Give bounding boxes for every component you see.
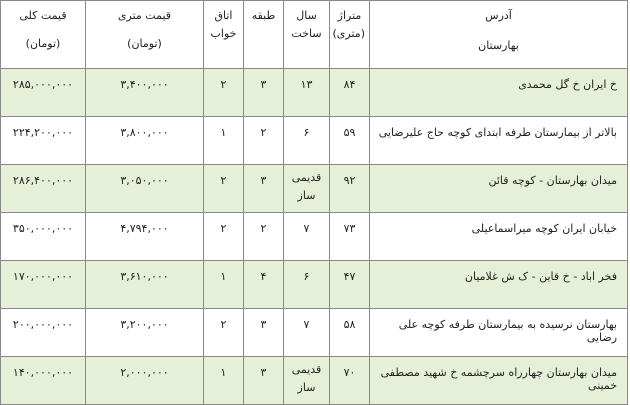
header-address-label: آدرس — [485, 9, 512, 22]
cell-area: ۵۸ — [330, 309, 370, 357]
cell-area: ۷۰ — [330, 357, 370, 405]
cell-rooms: ۲ — [204, 213, 244, 261]
cell-area: ۴۷ — [330, 261, 370, 309]
cell-year: قدیمی ساز — [284, 165, 330, 213]
header-rooms-sub: خواب — [210, 27, 237, 40]
header-rooms-label: اتاق — [214, 9, 233, 22]
table-row — [1, 261, 628, 309]
cell-floor: ۲ — [244, 213, 284, 261]
cell-total-price: ۳۵۰,۰۰۰,۰۰۰ — [1, 213, 86, 261]
cell-rooms: ۲ — [204, 69, 244, 117]
cell-year: ۷ — [284, 309, 330, 357]
header-total-price — [1, 1, 86, 69]
cell-unit-price: ۳,۰۵۰,۰۰۰ — [86, 165, 204, 213]
header-total-price-label: قیمت کلی — [19, 9, 67, 22]
cell-address: میدان بهارستان چهارراه سرچشمه خ شهید مصطفی خمینی — [370, 357, 628, 405]
cell-area: ۵۹ — [330, 117, 370, 165]
cell-total-price: ۱۷۰,۰۰۰,۰۰۰ — [1, 261, 86, 309]
cell-area: ۷۳ — [330, 213, 370, 261]
table-row — [1, 309, 628, 357]
cell-rooms: ۱ — [204, 261, 244, 309]
header-address — [370, 1, 628, 69]
header-area-sub: (متری) — [332, 27, 365, 40]
cell-rooms: ۱ — [204, 117, 244, 165]
cell-year: ۶ — [284, 261, 330, 309]
cell-floor: ۳ — [244, 165, 284, 213]
header-address-sub: بهارستان — [478, 39, 519, 52]
cell-address: خ ایران خ گل محمدی — [370, 69, 628, 117]
header-unit-price-sub: (تومان) — [127, 37, 162, 50]
cell-year: ۶ — [284, 117, 330, 165]
cell-address: خیابان ایران کوچه میراسماعیلی — [370, 213, 628, 261]
header-year — [284, 1, 330, 69]
header-unit-price — [86, 1, 204, 69]
cell-address: فخر اباد - خ قاین - ک ش غلامیان — [370, 261, 628, 309]
cell-unit-price: ۳,۶۱۰,۰۰۰ — [86, 261, 204, 309]
cell-year: قدیمی ساز — [284, 357, 330, 405]
cell-floor: ۳ — [244, 309, 284, 357]
cell-total-price: ۲۸۶,۴۰۰,۰۰۰ — [1, 165, 86, 213]
cell-unit-price: ۳,۲۰۰,۰۰۰ — [86, 309, 204, 357]
cell-address: بالاتر از بیمارستان طرفه ابتدای کوچه حاج علیرضایی — [370, 117, 628, 165]
header-floor — [244, 1, 284, 69]
cell-year: ۱۳ — [284, 69, 330, 117]
cell-year: ۷ — [284, 213, 330, 261]
cell-floor: ۲ — [244, 117, 284, 165]
table-row — [1, 357, 628, 405]
cell-floor: ۳ — [244, 69, 284, 117]
cell-rooms: ۱ — [204, 357, 244, 405]
cell-unit-price: ۳,۸۰۰,۰۰۰ — [86, 117, 204, 165]
cell-total-price: ۱۴۰,۰۰۰,۰۰۰ — [1, 357, 86, 405]
header-area-label: متراژ — [337, 9, 362, 22]
header-unit-price-label: قیمت متری — [117, 9, 172, 22]
cell-floor: ۳ — [244, 357, 284, 405]
cell-area: ۸۴ — [330, 69, 370, 117]
header-row — [1, 1, 628, 69]
cell-unit-price: ۴,۷۹۴,۰۰۰ — [86, 213, 204, 261]
table-row — [1, 69, 628, 117]
cell-area: ۹۲ — [330, 165, 370, 213]
cell-total-price: ۲۰۰,۰۰۰,۰۰۰ — [1, 309, 86, 357]
cell-total-price: ۲۸۵,۰۰۰,۰۰۰ — [1, 69, 86, 117]
header-total-price-sub: (تومان) — [25, 37, 61, 50]
header-year-sub: ساخت — [291, 27, 322, 40]
cell-unit-price: ۲,۰۰۰,۰۰۰ — [86, 357, 204, 405]
header-year-label: سال — [296, 9, 317, 22]
header-area — [330, 1, 370, 69]
cell-floor: ۴ — [244, 261, 284, 309]
table-row — [1, 117, 628, 165]
header-rooms — [204, 1, 244, 69]
cell-unit-price: ۳,۴۰۰,۰۰۰ — [86, 69, 204, 117]
cell-total-price: ۲۲۴,۲۰۰,۰۰۰ — [1, 117, 86, 165]
cell-rooms: ۲ — [204, 309, 244, 357]
header-floor-label: طبقه — [251, 9, 276, 22]
cell-rooms: ۲ — [204, 165, 244, 213]
table-row — [1, 165, 628, 213]
table-row — [1, 213, 628, 261]
cell-address: میدان بهارستان - کوچه قائن — [370, 165, 628, 213]
cell-address: بهارستان نرسیده به بیمارستان طرفه کوچه علی رضایی — [370, 309, 628, 357]
